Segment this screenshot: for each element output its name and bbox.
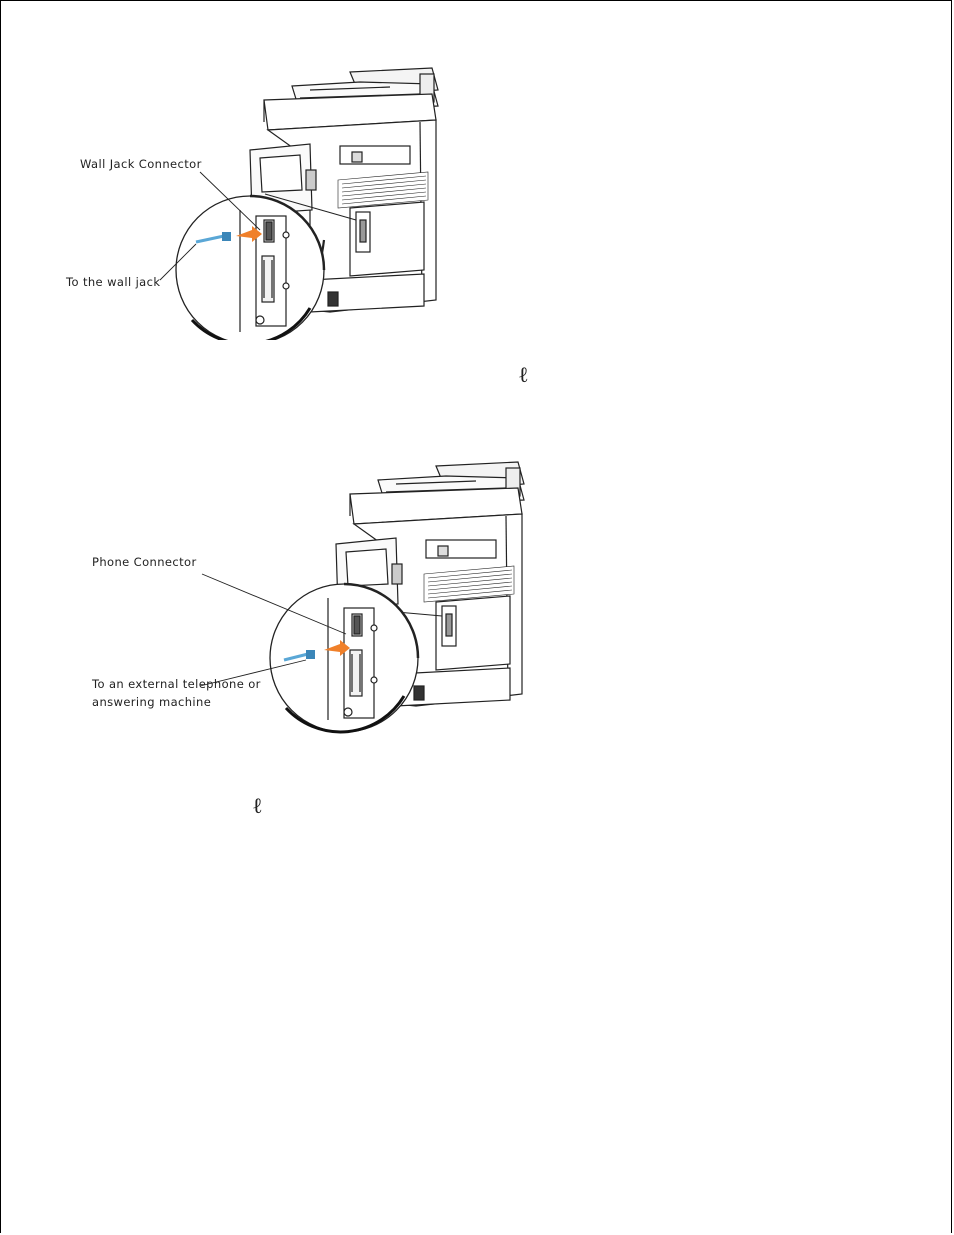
label-to-wall-jack: To the wall jack xyxy=(66,275,161,289)
printer-illustration-2 xyxy=(84,458,544,738)
label-wall-jack-connector: Wall Jack Connector xyxy=(80,157,202,171)
printer-illustration-1 xyxy=(60,60,460,340)
label-external-telephone-line1: To an external telephone or xyxy=(92,677,261,691)
label-phone-connector: Phone Connector xyxy=(92,555,197,569)
phone-handset-icon-2: ℓ xyxy=(252,794,263,819)
phone-handset-icon: ℓ xyxy=(518,363,529,388)
cable-plug-2 xyxy=(306,650,315,659)
zoom-detail-2 xyxy=(200,574,418,732)
cable-plug-1 xyxy=(222,232,231,241)
figure-phone-connection xyxy=(84,458,544,738)
figure-wall-jack-connection xyxy=(60,60,460,340)
label-external-telephone-line2: answering machine xyxy=(92,695,212,709)
